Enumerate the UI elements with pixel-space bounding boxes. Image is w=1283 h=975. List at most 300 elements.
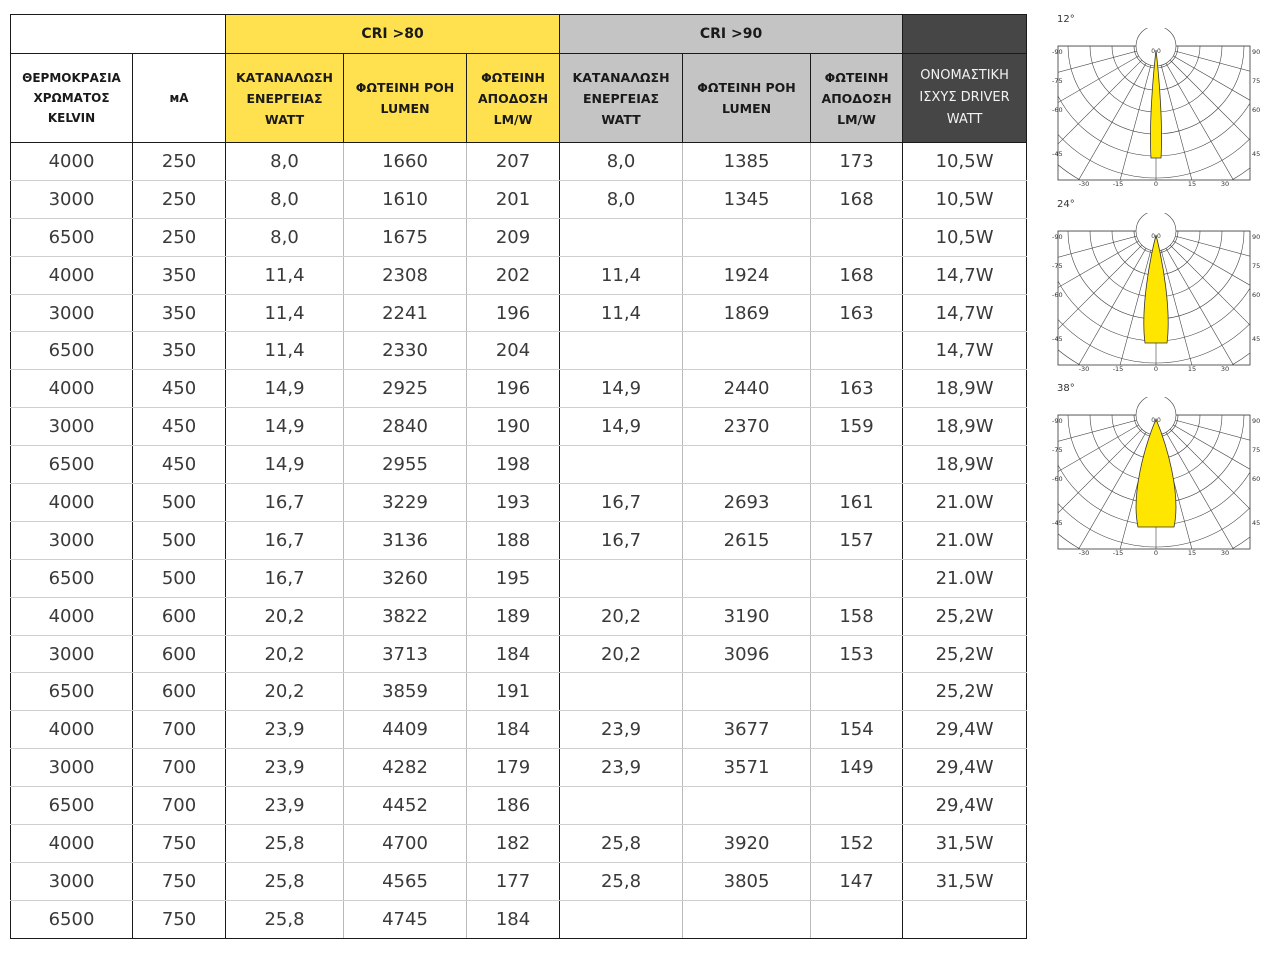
cell-ma: 750: [133, 862, 226, 900]
cell-ma: 450: [133, 408, 226, 446]
col-header-lumen-cri90: [683, 54, 811, 143]
cell-power-cri90: [560, 332, 683, 370]
bottom-scale-label: -30: [1078, 180, 1090, 188]
cell-efficacy-cri80: 177: [467, 862, 560, 900]
table-row: [11, 180, 1027, 218]
cell-power-cri80: 14,9: [226, 370, 344, 408]
cell-lumen-cri80: 4282: [344, 749, 467, 787]
left-angle-label: -75: [1052, 262, 1063, 270]
cell-ma: 350: [133, 256, 226, 294]
bottom-scale-label: 30: [1220, 180, 1230, 188]
cell-efficacy-cri90: 173: [811, 143, 903, 181]
cell-ma: 750: [133, 900, 226, 938]
cell-efficacy-cri80: 191: [467, 673, 560, 711]
cell-kelvin: 3000: [11, 180, 133, 218]
cell-lumen-cri90: [683, 787, 811, 825]
polar-chart: [1052, 213, 1264, 373]
right-angle-label: 90: [1252, 48, 1261, 56]
cell-lumen-cri90: 1345: [683, 180, 811, 218]
cell-efficacy-cri90: 168: [811, 180, 903, 218]
header-line: ΕΝΕΡΓΕΙΑΣ: [246, 90, 323, 106]
cell-kelvin: 6500: [11, 673, 133, 711]
center-label: 0,0: [1151, 417, 1161, 424]
cell-power-cri90: [560, 559, 683, 597]
col-header-driver: [903, 54, 1027, 143]
table-row: [11, 446, 1027, 484]
cell-power-cri80: 20,2: [226, 635, 344, 673]
cell-efficacy-cri90: 153: [811, 635, 903, 673]
cell-power-cri90: [560, 673, 683, 711]
header-line: ΧΡΩΜΑΤΟΣ: [33, 91, 110, 105]
group-header-cri80: CRI >80: [226, 15, 560, 54]
cell-lumen-cri90: 2440: [683, 370, 811, 408]
table-row: [11, 711, 1027, 749]
left-angle-label: -60: [1052, 475, 1063, 483]
cell-efficacy-cri90: 158: [811, 597, 903, 635]
cell-lumen-cri80: 4565: [344, 862, 467, 900]
cell-driver: 21.0W: [903, 484, 1027, 522]
cell-driver: 10,5W: [903, 218, 1027, 256]
cell-power-cri80: 16,7: [226, 559, 344, 597]
left-angle-label: -45: [1052, 150, 1063, 158]
cell-efficacy-cri90: 163: [811, 370, 903, 408]
cell-efficacy-cri80: 184: [467, 711, 560, 749]
header-line: LM/W: [837, 111, 876, 127]
cell-efficacy-cri80: 196: [467, 294, 560, 332]
cell-kelvin: 3000: [11, 521, 133, 559]
cell-kelvin: 4000: [11, 484, 133, 522]
header-line: ΙΣΧΥΣ DRIVER: [919, 90, 1010, 105]
table-row: [11, 559, 1027, 597]
table-row: [11, 521, 1027, 559]
right-angle-label: 75: [1252, 446, 1261, 454]
left-angle-label: -75: [1052, 77, 1063, 85]
table-row: [11, 597, 1027, 635]
cell-power-cri80: 11,4: [226, 256, 344, 294]
left-angle-label: -90: [1052, 48, 1063, 56]
cell-driver: 25,2W: [903, 635, 1027, 673]
cell-driver: 10,5W: [903, 143, 1027, 181]
table-row: [11, 900, 1027, 938]
cell-kelvin: 6500: [11, 900, 133, 938]
table-row: [11, 673, 1027, 711]
header-line: WATT: [601, 111, 641, 127]
cell-efficacy-cri90: 152: [811, 825, 903, 863]
cell-ma: 500: [133, 484, 226, 522]
cell-efficacy-cri80: 209: [467, 218, 560, 256]
table-row: [11, 143, 1027, 181]
cell-power-cri90: 11,4: [560, 256, 683, 294]
cell-ma: 350: [133, 332, 226, 370]
bottom-scale-label: 0: [1153, 549, 1159, 557]
cell-ma: 250: [133, 143, 226, 181]
table-row: [11, 825, 1027, 863]
cell-efficacy-cri90: 154: [811, 711, 903, 749]
col-header-ma: [133, 54, 226, 143]
cell-lumen-cri80: 1660: [344, 143, 467, 181]
cell-efficacy-cri80: 198: [467, 446, 560, 484]
cell-driver: 31,5W: [903, 825, 1027, 863]
cell-kelvin: 4000: [11, 143, 133, 181]
table-row: [11, 218, 1027, 256]
header-line: LUMEN: [380, 101, 430, 116]
cell-lumen-cri80: 4745: [344, 900, 467, 938]
cell-power-cri90: 16,7: [560, 521, 683, 559]
cell-kelvin: 3000: [11, 749, 133, 787]
spec-table: [10, 14, 1027, 939]
table-row: [11, 862, 1027, 900]
cell-efficacy-cri80: 207: [467, 143, 560, 181]
col-header-lumen-cri80: [344, 54, 467, 143]
cell-kelvin: 4000: [11, 256, 133, 294]
cell-driver: 10,5W: [903, 180, 1027, 218]
cell-ma: 700: [133, 749, 226, 787]
cell-lumen-cri80: 1610: [344, 180, 467, 218]
cell-efficacy-cri80: 202: [467, 256, 560, 294]
cell-driver: 18,9W: [903, 370, 1027, 408]
cell-driver: 31,5W: [903, 862, 1027, 900]
cell-ma: 600: [133, 635, 226, 673]
cell-power-cri90: 25,8: [560, 862, 683, 900]
cell-power-cri80: 20,2: [226, 597, 344, 635]
cell-efficacy-cri90: [811, 559, 903, 597]
cell-driver: 18,9W: [903, 408, 1027, 446]
cell-power-cri80: 11,4: [226, 294, 344, 332]
bottom-scale-label: -15: [1112, 365, 1124, 373]
cell-kelvin: 3000: [11, 635, 133, 673]
cell-lumen-cri90: [683, 900, 811, 938]
table-row: [11, 408, 1027, 446]
cell-lumen-cri80: 2840: [344, 408, 467, 446]
cell-driver: 21.0W: [903, 559, 1027, 597]
bottom-scale-label: 15: [1187, 365, 1197, 373]
cell-ma: 700: [133, 787, 226, 825]
cell-efficacy-cri90: 147: [811, 862, 903, 900]
cell-driver: 21.0W: [903, 521, 1027, 559]
header-line: WATT: [264, 111, 305, 127]
header-line: ΦΩΤΕΙΝΗ: [481, 69, 545, 85]
cell-lumen-cri90: 1924: [683, 256, 811, 294]
cell-power-cri90: [560, 787, 683, 825]
cell-efficacy-cri80: 179: [467, 749, 560, 787]
header-line: мA: [169, 91, 189, 105]
cell-lumen-cri80: 3229: [344, 484, 467, 522]
cell-kelvin: 3000: [11, 408, 133, 446]
cell-power-cri80: 23,9: [226, 711, 344, 749]
cell-efficacy-cri80: 190: [467, 408, 560, 446]
cell-power-cri90: 14,9: [560, 408, 683, 446]
header-line: ΚΑΤΑΝΑΛΩΣΗ: [236, 69, 333, 85]
cell-driver: 25,2W: [903, 597, 1027, 635]
cell-driver: 14,7W: [903, 294, 1027, 332]
cell-lumen-cri80: 3822: [344, 597, 467, 635]
cell-ma: 500: [133, 559, 226, 597]
group-header-driver: [903, 15, 1027, 54]
cell-lumen-cri90: [683, 559, 811, 597]
table-row: [11, 332, 1027, 370]
bottom-scale-label: 15: [1187, 180, 1197, 188]
cell-power-cri80: 8,0: [226, 180, 344, 218]
cell-efficacy-cri90: 159: [811, 408, 903, 446]
beam-diagram-24: [1052, 199, 1264, 374]
left-angle-label: -45: [1052, 335, 1063, 343]
cell-kelvin: 6500: [11, 446, 133, 484]
cell-power-cri80: 8,0: [226, 218, 344, 256]
cell-efficacy-cri80: 186: [467, 787, 560, 825]
cell-driver: 29,4W: [903, 749, 1027, 787]
table-row: [11, 256, 1027, 294]
cell-efficacy-cri80: 204: [467, 332, 560, 370]
cell-lumen-cri90: 2615: [683, 521, 811, 559]
left-angle-label: -45: [1052, 519, 1063, 527]
table-body: [11, 143, 1027, 939]
cell-lumen-cri90: [683, 218, 811, 256]
group-header-row: [11, 15, 1027, 54]
cell-kelvin: 6500: [11, 559, 133, 597]
cell-power-cri90: 16,7: [560, 484, 683, 522]
cell-efficacy-cri90: [811, 787, 903, 825]
right-angle-label: 75: [1252, 262, 1261, 270]
cell-lumen-cri80: 1675: [344, 218, 467, 256]
cell-lumen-cri80: 2241: [344, 294, 467, 332]
right-angle-label: 60: [1252, 291, 1261, 299]
cell-lumen-cri90: 3571: [683, 749, 811, 787]
cell-power-cri80: 25,8: [226, 825, 344, 863]
cell-lumen-cri80: 3713: [344, 635, 467, 673]
header-line: LUMEN: [721, 101, 772, 116]
right-angle-label: 75: [1252, 77, 1261, 85]
header-line: ΘΕΡΜΟΚΡΑΣΙΑ: [22, 71, 121, 85]
cell-lumen-cri80: 4452: [344, 787, 467, 825]
cell-lumen-cri90: 2693: [683, 484, 811, 522]
beam-diagram-38: [1052, 383, 1264, 558]
cell-power-cri80: 14,9: [226, 446, 344, 484]
cell-lumen-cri90: 1385: [683, 143, 811, 181]
cell-power-cri80: 16,7: [226, 521, 344, 559]
cell-lumen-cri80: 3136: [344, 521, 467, 559]
bottom-scale-label: -15: [1112, 549, 1124, 557]
cell-lumen-cri80: 4409: [344, 711, 467, 749]
cell-power-cri80: 14,9: [226, 408, 344, 446]
table-row: [11, 294, 1027, 332]
cell-ma: 450: [133, 370, 226, 408]
cell-efficacy-cri90: 149: [811, 749, 903, 787]
cell-power-cri80: 8,0: [226, 143, 344, 181]
cell-kelvin: 4000: [11, 825, 133, 863]
cell-efficacy-cri90: [811, 218, 903, 256]
table-row: [11, 370, 1027, 408]
cell-lumen-cri80: 3859: [344, 673, 467, 711]
right-angle-label: 90: [1252, 233, 1261, 241]
left-angle-label: -75: [1052, 446, 1063, 454]
cell-driver: 25,2W: [903, 673, 1027, 711]
cell-lumen-cri90: 3096: [683, 635, 811, 673]
beam-angle-label: 24°: [1057, 199, 1075, 210]
column-header-row: [11, 54, 1027, 143]
header-line: WATT: [946, 112, 983, 127]
cell-lumen-cri90: 3190: [683, 597, 811, 635]
cell-efficacy-cri80: 195: [467, 559, 560, 597]
cell-power-cri90: 8,0: [560, 143, 683, 181]
cell-kelvin: 4000: [11, 597, 133, 635]
cell-ma: 700: [133, 711, 226, 749]
cell-power-cri90: 11,4: [560, 294, 683, 332]
cell-kelvin: 6500: [11, 332, 133, 370]
cell-lumen-cri90: 3920: [683, 825, 811, 863]
cell-kelvin: 6500: [11, 787, 133, 825]
cell-ma: 600: [133, 597, 226, 635]
header-line: ΟΝΟΜΑΣΤΙΚΗ: [920, 68, 1009, 83]
cell-ma: 750: [133, 825, 226, 863]
cell-power-cri90: [560, 446, 683, 484]
bottom-scale-label: 0: [1153, 180, 1159, 188]
center-label: 0,0: [1151, 233, 1161, 240]
header-line: KELVIN: [47, 111, 96, 125]
beam-diagram-12: [1052, 14, 1264, 189]
cell-efficacy-cri80: 193: [467, 484, 560, 522]
right-angle-label: 60: [1252, 475, 1261, 483]
table-row: [11, 635, 1027, 673]
left-angle-label: -90: [1052, 417, 1063, 425]
cell-kelvin: 3000: [11, 294, 133, 332]
cell-efficacy-cri80: 188: [467, 521, 560, 559]
table-row: [11, 787, 1027, 825]
cell-efficacy-cri80: 196: [467, 370, 560, 408]
bottom-scale-label: -30: [1078, 549, 1090, 557]
cell-lumen-cri90: 1869: [683, 294, 811, 332]
header-line: LM/W: [493, 111, 533, 127]
cell-lumen-cri90: [683, 446, 811, 484]
cell-efficacy-cri80: 184: [467, 635, 560, 673]
cell-power-cri80: 25,8: [226, 862, 344, 900]
right-angle-label: 60: [1252, 106, 1261, 114]
header-line: ΑΠΟΔΟΣΗ: [477, 90, 549, 106]
cell-power-cri80: 16,7: [226, 484, 344, 522]
cell-efficacy-cri90: 168: [811, 256, 903, 294]
cell-power-cri90: [560, 218, 683, 256]
right-angle-label: 45: [1252, 335, 1261, 343]
col-header-efficacy-cri80: [467, 54, 560, 143]
cell-lumen-cri80: 2330: [344, 332, 467, 370]
center-label: 0,0: [1151, 48, 1161, 55]
cell-efficacy-cri90: [811, 900, 903, 938]
cell-lumen-cri90: 2370: [683, 408, 811, 446]
cell-power-cri80: 23,9: [226, 787, 344, 825]
bottom-scale-label: 30: [1220, 549, 1230, 557]
right-angle-label: 45: [1252, 150, 1261, 158]
polar-chart: [1052, 397, 1264, 557]
polar-chart: [1052, 28, 1264, 188]
cell-ma: 350: [133, 294, 226, 332]
cell-power-cri90: 23,9: [560, 711, 683, 749]
cell-driver: 29,4W: [903, 711, 1027, 749]
cell-efficacy-cri90: 161: [811, 484, 903, 522]
cell-lumen-cri80: 4700: [344, 825, 467, 863]
cell-kelvin: 4000: [11, 370, 133, 408]
cell-driver: [903, 900, 1027, 938]
cell-power-cri90: [560, 900, 683, 938]
right-angle-label: 90: [1252, 417, 1261, 425]
col-header-kelvin: [11, 54, 133, 143]
header-line: ΕΝΕΡΓΕΙΑΣ: [582, 90, 660, 106]
cell-kelvin: 6500: [11, 218, 133, 256]
cell-efficacy-cri80: 182: [467, 825, 560, 863]
cell-power-cri80: 11,4: [226, 332, 344, 370]
left-angle-label: -60: [1052, 106, 1063, 114]
cell-efficacy-cri90: [811, 446, 903, 484]
cell-efficacy-cri80: 189: [467, 597, 560, 635]
col-header-power-cri90: [560, 54, 683, 143]
bottom-scale-label: -30: [1078, 365, 1090, 373]
cell-lumen-cri80: 2308: [344, 256, 467, 294]
cell-kelvin: 3000: [11, 862, 133, 900]
cell-power-cri80: 23,9: [226, 749, 344, 787]
bottom-scale-label: 0: [1153, 365, 1159, 373]
cell-driver: 18,9W: [903, 446, 1027, 484]
table-row: [11, 749, 1027, 787]
cell-driver: 14,7W: [903, 332, 1027, 370]
cell-ma: 450: [133, 446, 226, 484]
cell-ma: 250: [133, 180, 226, 218]
col-header-power-cri80: [226, 54, 344, 143]
cell-efficacy-cri80: 201: [467, 180, 560, 218]
cell-lumen-cri90: 3805: [683, 862, 811, 900]
group-header-empty: [11, 15, 226, 54]
bottom-scale-label: 15: [1187, 549, 1197, 557]
cell-ma: 250: [133, 218, 226, 256]
table-row: [11, 484, 1027, 522]
cell-efficacy-cri80: 184: [467, 900, 560, 938]
header-line: ΦΩΤΕΙΝΗ: [824, 69, 889, 85]
cell-lumen-cri90: [683, 332, 811, 370]
right-angle-label: 45: [1252, 519, 1261, 527]
header-line: ΦΩΤΕΙΝΗ ΡΟΗ: [355, 80, 455, 95]
cell-efficacy-cri90: [811, 673, 903, 711]
cell-power-cri90: 20,2: [560, 597, 683, 635]
header-line: ΚΑΤΑΝΑΛΩΣΗ: [572, 69, 670, 85]
header-line: ΦΩΤΕΙΝΗ ΡΟΗ: [697, 80, 796, 95]
col-header-efficacy-cri90: [811, 54, 903, 143]
cell-power-cri90: 23,9: [560, 749, 683, 787]
cell-power-cri90: 8,0: [560, 180, 683, 218]
beam-angle-label: 12°: [1057, 14, 1075, 25]
cell-lumen-cri90: [683, 673, 811, 711]
cell-efficacy-cri90: 157: [811, 521, 903, 559]
cell-driver: 29,4W: [903, 787, 1027, 825]
cell-ma: 600: [133, 673, 226, 711]
group-header-cri90: CRI >90: [560, 15, 903, 54]
cell-lumen-cri90: 3677: [683, 711, 811, 749]
header-line: ΑΠΟΔΟΣΗ: [821, 90, 892, 106]
cell-driver: 14,7W: [903, 256, 1027, 294]
cell-power-cri90: 20,2: [560, 635, 683, 673]
bottom-scale-label: 30: [1220, 365, 1230, 373]
cell-power-cri90: 25,8: [560, 825, 683, 863]
beam-angle-label: 38°: [1057, 383, 1075, 394]
cell-efficacy-cri90: [811, 332, 903, 370]
cell-power-cri80: 25,8: [226, 900, 344, 938]
cell-lumen-cri80: 2925: [344, 370, 467, 408]
cell-lumen-cri80: 3260: [344, 559, 467, 597]
cell-ma: 500: [133, 521, 226, 559]
cell-power-cri80: 20,2: [226, 673, 344, 711]
left-angle-label: -60: [1052, 291, 1063, 299]
left-angle-label: -90: [1052, 233, 1063, 241]
cell-power-cri90: 14,9: [560, 370, 683, 408]
cell-kelvin: 4000: [11, 711, 133, 749]
bottom-scale-label: -15: [1112, 180, 1124, 188]
cell-lumen-cri80: 2955: [344, 446, 467, 484]
